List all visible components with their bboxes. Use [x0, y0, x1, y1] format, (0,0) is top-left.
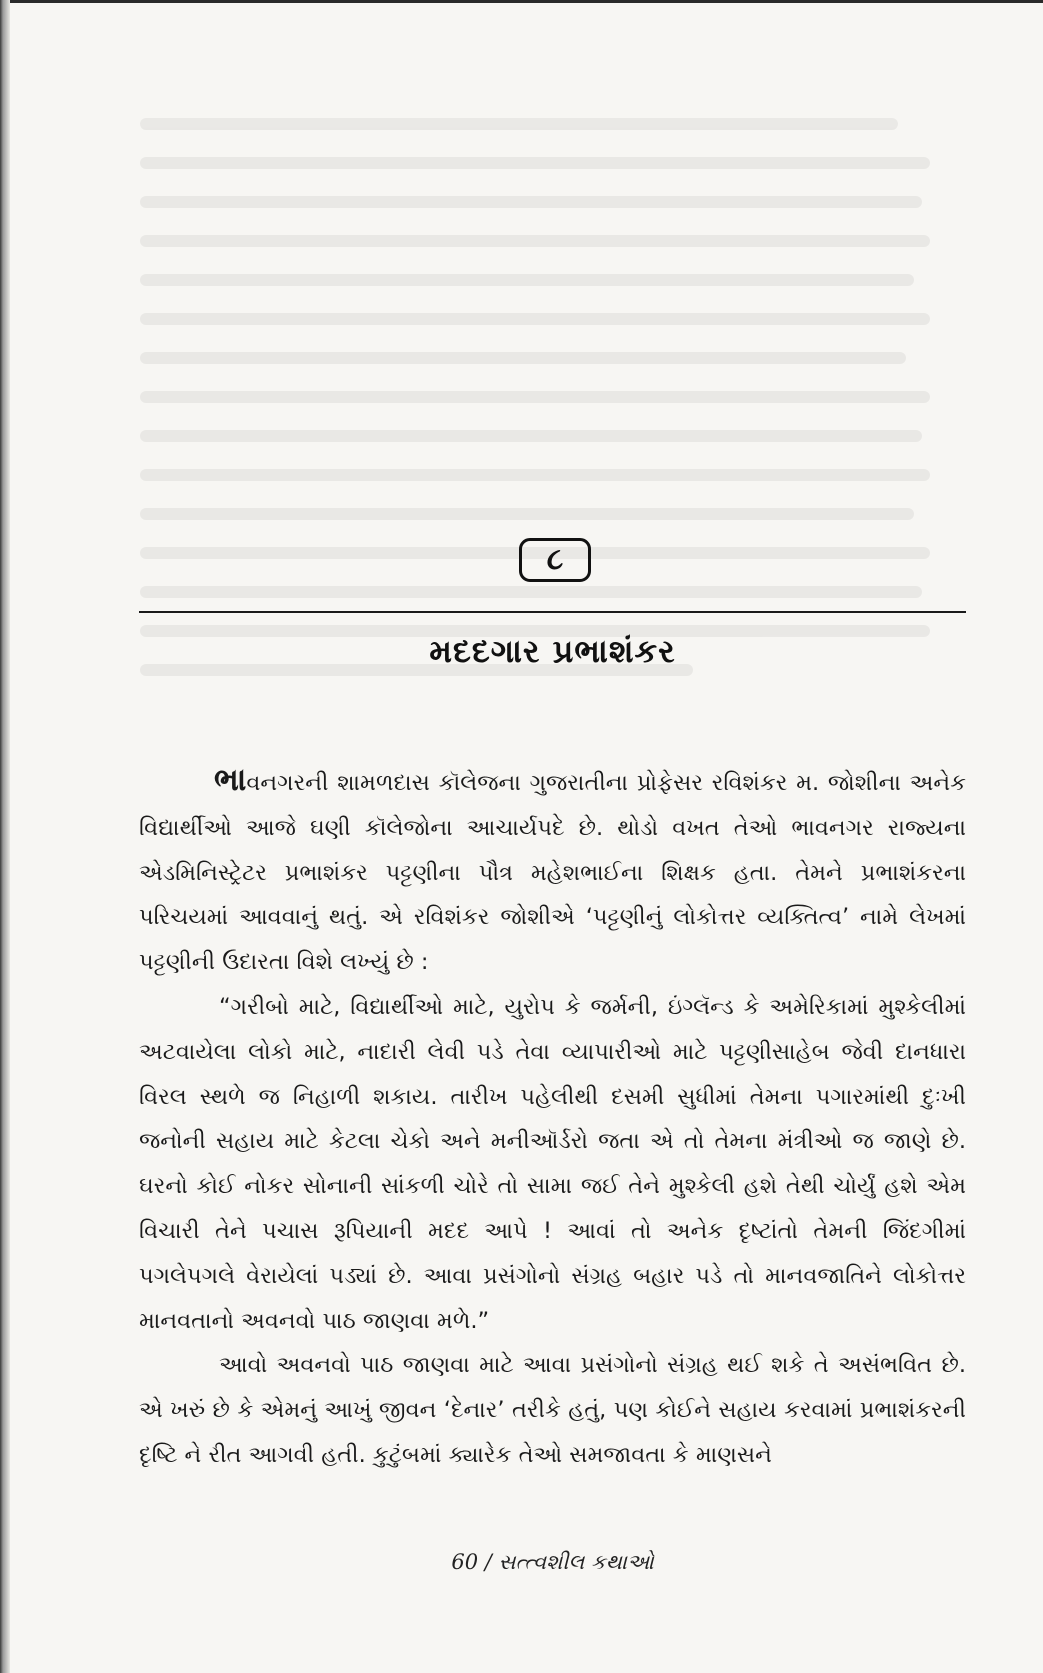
chapter-body: [139, 758, 966, 1478]
page-footer: 60 / સત્ત્વશીલ કથાઓ: [451, 1550, 654, 1574]
title-divider: [139, 611, 966, 613]
paragraph-1-lead: ભા: [214, 762, 247, 798]
paragraph-2: “ગરીબો માટે, વિદ્યાર્થીઓ માટે, યુરોપ કે જર્મની, ઇંગ્લૅન્ડ કે અમેરિકામાં મુશ્કેલીમાં અટવાયેલા લોકો માટે, નાદારી લેવી પડે તેવા વ્યાપારીઓ માટે પટ્ટણીસાહેબ જેવી દાનધારા વિરલ સ્થળે જ નિહાળી શકાય. તારીખ પહેલીથી દસમી સુધીમાં તેમના પગારમાંથી દુઃખી જનોની સહાય માટે કેટલા ચેકો અને મનીઑર્ડરો જતા એ તો તેમના મંત્રીઓ જ જાણે છે. ઘરનો કોઈ નોકર સોનાની સાંકળી ચોરે તો સામા જઈ તેને મુશ્કેલી હશે તેથી ચોર્યું હશે એમ વિચારી તેને પચાસ રૂપિયાની મદદ આપે ! આવાં તો અનેક દૃષ્ટાંતો તેમની જિંદગીમાં પગલેપગલે વેરાયેલાં પડ્યાં છે. આવા પ્રસંગોનો સંગ્રહ બહાર પડે તો માનવજાતિને લોકોત્તર માનવતાનો અવનવો પાઠ જાણવા મળે.”: [139, 993, 966, 1334]
paragraph-3: આવો અવનવો પાઠ જાણવા માટે આવા પ્રસંગોનો સંગ્રહ થઈ શકે તે અસંભવિત છે. એ ખરું છે કે એમનું આખું જીવન ‘દેનાર’ તરીકે હતું, પણ કોઈને સહાય કરવામાં પ્રભાશંકરની દૃષ્ટિ ને રીત આગવી હતી. કુટુંબમાં ક્યારેક તેઓ સમજાવતા કે માણસને: [139, 1352, 966, 1468]
chapter-number: ૮: [546, 542, 564, 577]
page-left-edge: [0, 0, 10, 1673]
paragraph-1: [139, 758, 966, 985]
paragraph-1-text: વનગરની શામળદાસ કૉલેજના ગુજરાતીના પ્રોફેસર રવિશંકર મ. જોશીના અનેક વિદ્યાર્થીઓ આજે ઘણી કૉલેજોના આચાર્યપદે છે. થોડો વખત તેઓ ભાવનગર રાજ્યના એડમિનિસ્ટ્રેટર પ્રભાશંકર પટ્ટણીના પૌત્ર મહેશભાઈના શિક્ષક હતા. તેમને પ્રભાશંકરના પરિચયમાં આવવાનું થતું. એ રવિશંકર જોશીએ ‘પટ્ટણીનું લોકોત્તર વ્યક્તિત્વ’ નામે લેખમાં પટ્ટણીની ઉદારતા વિશે લખ્યું છે :: [139, 770, 966, 976]
chapter-title: મદદગાર પ્રભાશંકર: [429, 632, 676, 670]
page-top-edge: [0, 0, 1043, 3]
chapter-number-badge: [519, 538, 591, 582]
